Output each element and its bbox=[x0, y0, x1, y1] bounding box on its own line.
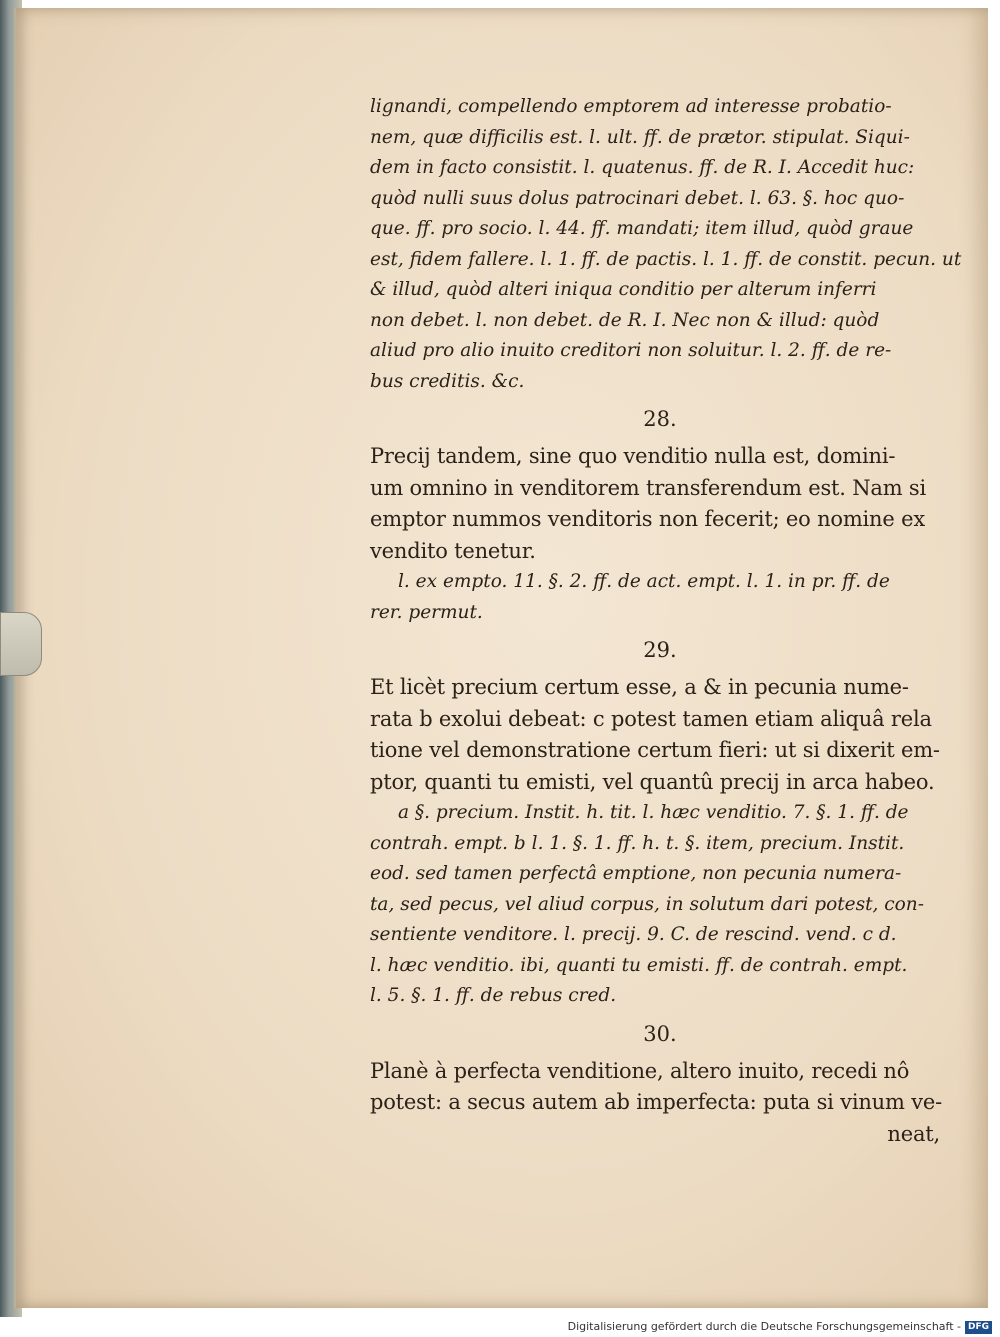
note-line: nem, quæ difficilis est. l. ult. ff. de prætor. stipulat. Siqui- bbox=[370, 126, 910, 148]
note-line: que. ff. pro socio. l. 44. ff. mandati; item illud, quòd graue bbox=[370, 218, 914, 239]
note-line: rer. permut. bbox=[370, 601, 483, 623]
body-line: emptor nummos venditoris non fecerit; eo nomine ex bbox=[370, 507, 925, 531]
page-text bbox=[370, 92, 962, 1150]
note-line: bus creditis. &c. bbox=[370, 370, 525, 392]
body-line: Precij tandem, sine quo venditio nulla est, domini- bbox=[370, 444, 896, 468]
page-clip bbox=[0, 612, 42, 676]
dfg-logo: DFG bbox=[965, 1321, 992, 1334]
note-line: a §. precium. Instit. h. tit. l. hæc venditio. 7. §. 1. ff. de bbox=[398, 802, 909, 823]
catchword: neat, bbox=[887, 1121, 940, 1146]
section-29-notes bbox=[370, 798, 950, 1012]
note-line: lignandi, compellendo emptorem ad interesse probatio- bbox=[370, 96, 892, 117]
section-number-28: 28. bbox=[643, 407, 677, 431]
section-number-30: 30. bbox=[643, 1021, 677, 1046]
section-29-body bbox=[370, 672, 950, 798]
note-line: non debet. l. non debet. de R. I. Nec non & illud: quòd bbox=[370, 309, 880, 331]
section-28-body bbox=[370, 441, 950, 567]
note-line: l. ex empto. 11. §. 2. ff. de act. empt. l. 1. in pr. ff. de bbox=[398, 571, 890, 592]
note-line: aliud pro alio inuito creditori non soluitur. l. 2. ff. de re- bbox=[370, 340, 892, 361]
note-line: est, fidem fallere. l. 1. ff. de pactis. l. 1. ff. de constit. pecun. ut bbox=[370, 248, 962, 270]
note-line: l. hæc venditio. ibi, quanti tu emisti. ff. de contrah. empt. bbox=[370, 954, 908, 976]
section-30-body bbox=[370, 1056, 950, 1151]
digitization-footer bbox=[0, 1317, 1000, 1337]
section-number-29: 29. bbox=[643, 638, 677, 662]
note-line: contrah. empt. b l. 1. §. 1. ff. h. t. §. item, precium. Instit. bbox=[370, 832, 905, 854]
note-line: dem in facto consistit. l. quatenus. ff. de R. I. Accedit huc: bbox=[370, 157, 915, 178]
note-top bbox=[370, 92, 962, 397]
note-line: ta, sed pecus, vel aliud corpus, in solutum dari potest, con- bbox=[370, 893, 924, 915]
body-line: Et licèt precium certum esse, a & in pecunia nume- bbox=[370, 675, 909, 699]
body-line: rata b exolui debeat: c potest tamen etiam aliquâ rela bbox=[370, 706, 932, 731]
body-line: Planè à perfecta venditione, altero inuito, recedi nô bbox=[370, 1058, 910, 1083]
note-line: l. 5. §. 1. ff. de rebus cred. bbox=[370, 985, 617, 1006]
note-line: & illud, quòd alteri iniqua conditio per alterum inferri bbox=[370, 279, 877, 300]
note-line: sentiente venditore. l. precij. 9. C. de rescind. vend. c d. bbox=[370, 924, 897, 945]
body-line: potest: a secus autem ab imperfecta: puta si vinum ve- bbox=[370, 1090, 942, 1114]
body-line: ptor, quanti tu emisti, vel quantû precij in arca habeo. bbox=[370, 769, 935, 794]
section-28-notes bbox=[370, 567, 950, 628]
footer-credit: Digitalisierung gefördert durch die Deutsche Forschungsgemeinschaft - bbox=[567, 1320, 961, 1333]
body-line: vendito tenetur. bbox=[370, 538, 536, 563]
note-line: eod. sed tamen perfectâ emptione, non pecunia numera- bbox=[370, 863, 902, 884]
note-line: quòd nulli suus dolus patrocinari debet. l. 63. §. hoc quo- bbox=[370, 187, 905, 209]
body-line: um omnino in venditorem transferendum est. Nam si bbox=[370, 475, 927, 500]
body-line: tione vel demonstratione certum fieri: ut si dixerit em- bbox=[370, 738, 940, 762]
